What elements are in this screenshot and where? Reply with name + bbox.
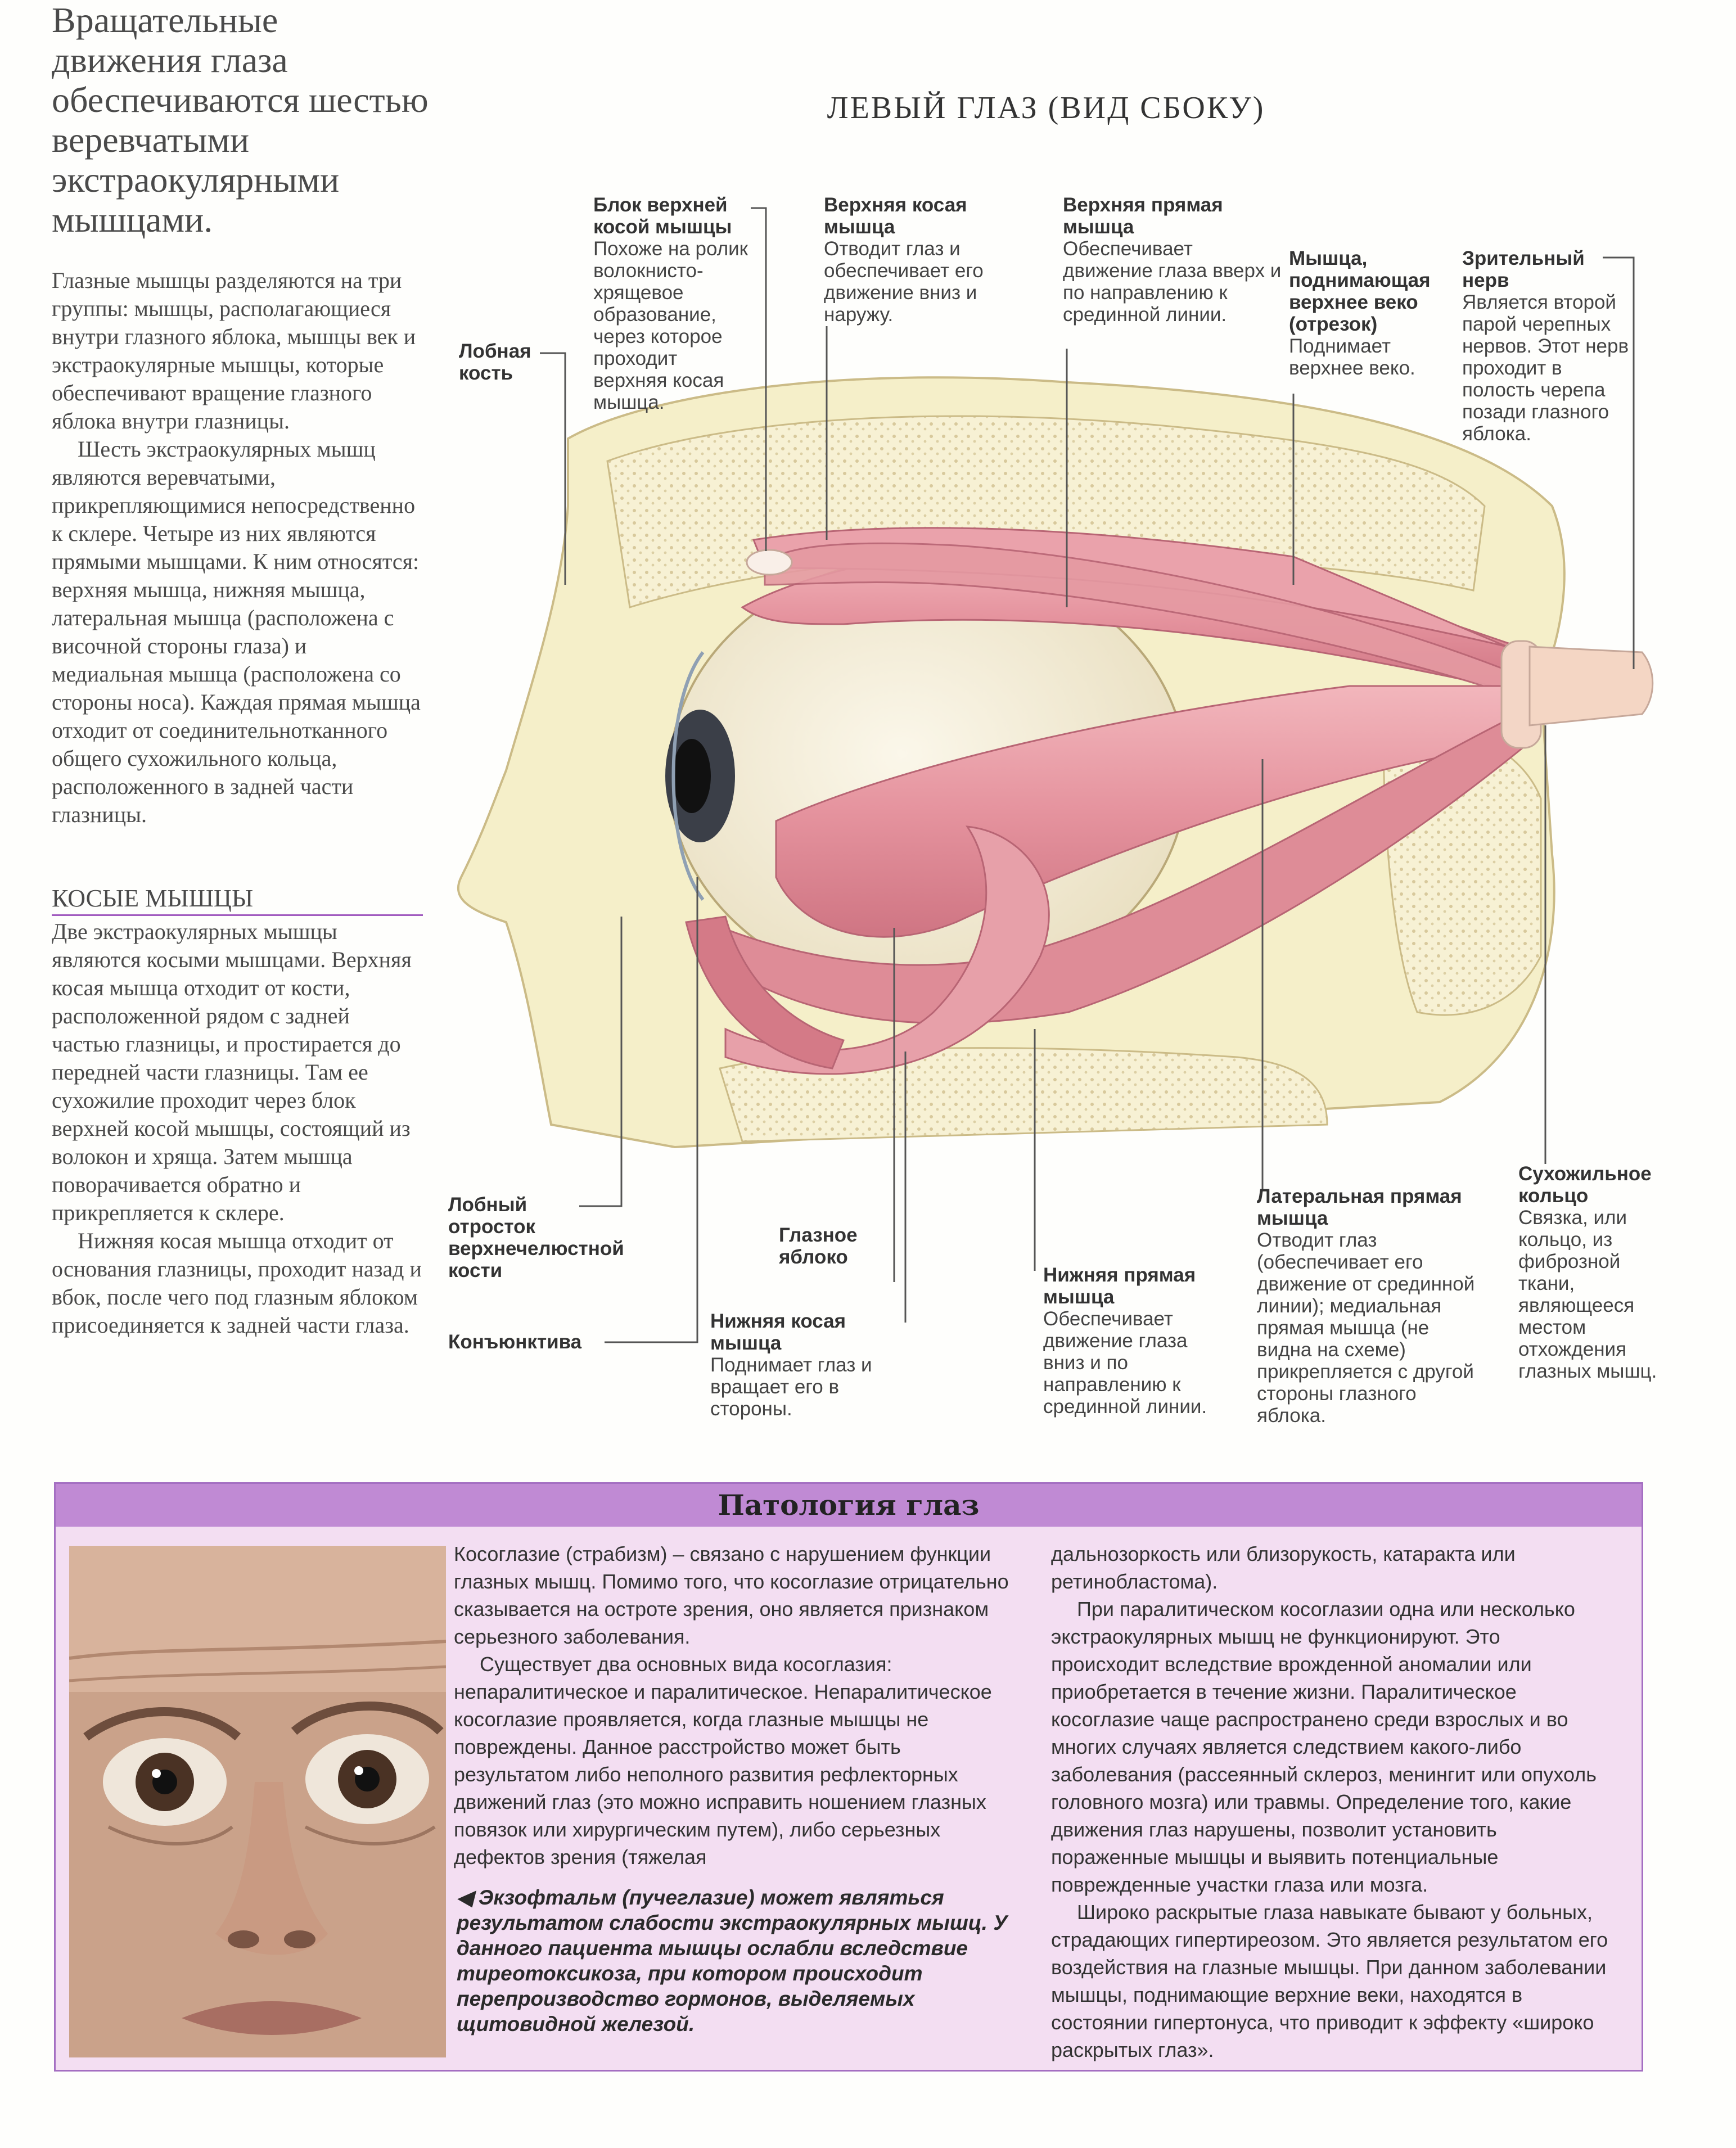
diagram-title: ЛЕВЫЙ ГЛАЗ (ВИД СБОКУ) (827, 91, 1265, 125)
label-frontal-process (448, 1194, 624, 1281)
label-levator (1289, 247, 1452, 379)
label-frontal-bone-head: Лобная кость (459, 340, 531, 384)
pathology-column-2 (1051, 1540, 1613, 2064)
oblique-paragraph: Две экстраокулярных мышцы являются косыми мышцами. Верхняя косая мышца отходит от кости, расположенной рядом с задней частью глазницы, и простирается до передней части глазницы. Там ее сухожилие проходит через блок верхней косой мышцы, состоящий из волокон и хряща. Затем мышца поворачивается обратно и прикрепляется к склере. (52, 919, 412, 1225)
label-trochlea-head: Блок верхней косой мышцы (593, 194, 732, 238)
label-superior-rectus-desc: Обеспечивает движение глаза вверх и по направлению к срединной линии. (1063, 238, 1282, 326)
label-optic-nerve-head: Зрительный нерв (1462, 247, 1585, 291)
pupil-shape (673, 739, 711, 813)
label-superior-oblique-head: Верхняя косая мышца (824, 194, 967, 238)
label-optic-nerve-desc: Является второй парой черепных нервов. Этот нерв проходит в полость черепа позади глазного яблока. (1462, 291, 1629, 445)
label-superior-rectus-head: Верхняя прямая мышца (1063, 194, 1223, 238)
label-inferior-oblique-desc: Поднимает глаз и вращает его в стороны. (710, 1354, 872, 1420)
label-superior-oblique (824, 194, 1038, 326)
label-inferior-oblique-head: Нижняя косая мышца (710, 1310, 846, 1354)
label-lateral-rectus (1257, 1185, 1476, 1427)
exophthalmos-photo (69, 1546, 446, 2057)
pathology-title: Патология глаз (56, 1484, 1642, 1527)
label-inferior-rectus-desc: Обеспечивает движение глаза вниз и по направлению к срединной линии. (1043, 1308, 1207, 1418)
label-eyeball (779, 1224, 886, 1268)
label-frontal-process-head: Лобный отросток верхнечелюстной кости (448, 1194, 624, 1281)
label-tendon-ring (1518, 1163, 1681, 1382)
label-lateral-rectus-head: Латеральная прямая мышца (1257, 1185, 1462, 1229)
oblique-section-title: КОСЫЕ МЫШЦЫ (52, 884, 423, 916)
oblique-paragraph: Нижняя косая мышца отходит от основания глазницы, проходит назад и вбок, после чего под глазным яблоком присоединяется к задней части глаза. (52, 1228, 422, 1338)
label-conjunctiva (448, 1331, 617, 1353)
label-tendon-ring-desc: Связка, или кольцо, из фиброзной ткани, являющееся местом отхождения глазных мышц. (1518, 1207, 1657, 1382)
pathology-column-1 (454, 1540, 1011, 1871)
trochlea-shape (747, 550, 792, 575)
intro-heading: Вращательные движения глаза обеспечиваются шестью веревчатыми экстраокулярными мышцами. (52, 0, 429, 240)
pathology-paragraph: При паралитическом косоглазии одна или несколько экстраокулярных мышц не функционируют. Это происходит вследствие врожденной аномалии или приобретается в течение жизни. Паралитическое косоглазие чаще распространено среди взрослых и во многих случаях является следствием какого-либо заболевания (рассеянный склероз, менингит или опухоль головного мозга) или травмы. Определение того, какие движения глаз нарушены, позволит установить пораженные мышцы и выявить потенциальные поврежденные участки глаза или мозга. (1051, 1598, 1597, 1896)
pathology-paragraph: Существует два основных вида косоглазия: непаралитическое и паралитическое. Непаралитическое косоглазие проявляется, когда глазные мышцы не повреждены. Данное расстройство может быть результатом либо неполного развития рефлекторных движений глаз (это можно исправить ношением глазных повязок или хирургическим путем), либо серьезных дефектов зрения (тяжелая (454, 1653, 992, 1869)
label-conjunctiva-head: Конъюнктива (448, 1331, 582, 1353)
label-eyeball-head: Глазное яблоко (779, 1224, 858, 1268)
label-trochlea (593, 194, 756, 413)
label-optic-nerve (1462, 247, 1631, 445)
label-superior-rectus (1063, 194, 1288, 326)
label-superior-oblique-desc: Отводит глаз и обеспечивает его движение вниз и наружу. (824, 238, 984, 326)
label-inferior-rectus-head: Нижняя прямая мышца (1043, 1264, 1196, 1308)
label-trochlea-desc: Похоже на ролик волокнисто-хрящевое образование, через которое проходит верхняя косая мышца. (593, 238, 748, 413)
label-levator-desc: Поднимает верхнее веко. (1289, 335, 1415, 379)
label-frontal-bone (459, 340, 549, 384)
pathology-paragraph: дальнозоркость или близорукость, катаракта или ретинобластома). (1051, 1542, 1516, 1593)
pathology-paragraph: Косоглазие (страбизм) – связано с нарушением функции глазных мышц. Помимо того, что косоглазие отрицательно сказывается на остроте зрения, оно является признаком серьезного заболевания. (454, 1542, 1009, 1648)
face-illustration (69, 1546, 446, 2057)
intro-paragraph: Шесть экстраокулярных мышц являются веревчатыми, прикрепляющимися непосредственно к склере. Четыре из них являются прямыми мышцами. К ним относятся: верхняя мышца, нижняя мышца, латеральная мышца (расположена с височной стороны глаза) и медиальная мышца (расположена со стороны носа). Каждая прямая мышца отходит от соединительнотканного общего сухожильного кольца, расположенного в задней части глазницы. (52, 436, 421, 827)
pathology-paragraph: Широко раскрытые глаза навыкате бывают у больных, страдающих гипертиреозом. Это является результатом его воздействия на глазные мышцы. При данном заболевании мышцы, поднимающие верхние веки, находятся в состоянии гипертонуса, что приводит к эффекту «широко раскрытых глаз». (1051, 1901, 1608, 2061)
label-tendon-ring-head: Сухожильное кольцо (1518, 1163, 1652, 1207)
intro-paragraph: Глазные мышцы разделяются на три группы: мышцы, располагающиеся внутри глазного яблока, мышцы век и экстраокулярные мышцы, которые обеспечивают вращение глазного яблока внутри глазницы. (52, 268, 416, 434)
label-inferior-rectus (1043, 1264, 1229, 1418)
label-lateral-rectus-desc: Отводит глаз (обеспечивает его движение от срединной линии); медиальная прямая мышца (не видна на схеме) прикрепляется с другой стороны глазного яблока. (1257, 1229, 1475, 1427)
label-inferior-oblique (710, 1310, 901, 1420)
label-levator-head: Мышца, поднимающая верхнее веко (отрезок) (1289, 247, 1431, 335)
photo-caption: ◀ Экзофтальм (пучеглазие) может являться результатом слабости экстраокулярных мышц. У данного пациента мышцы ослабли вследствие тиреотоксикоза, при котором происходит перепроизводство гормонов, выделяемых щитовидной железой. (457, 1886, 1008, 2036)
